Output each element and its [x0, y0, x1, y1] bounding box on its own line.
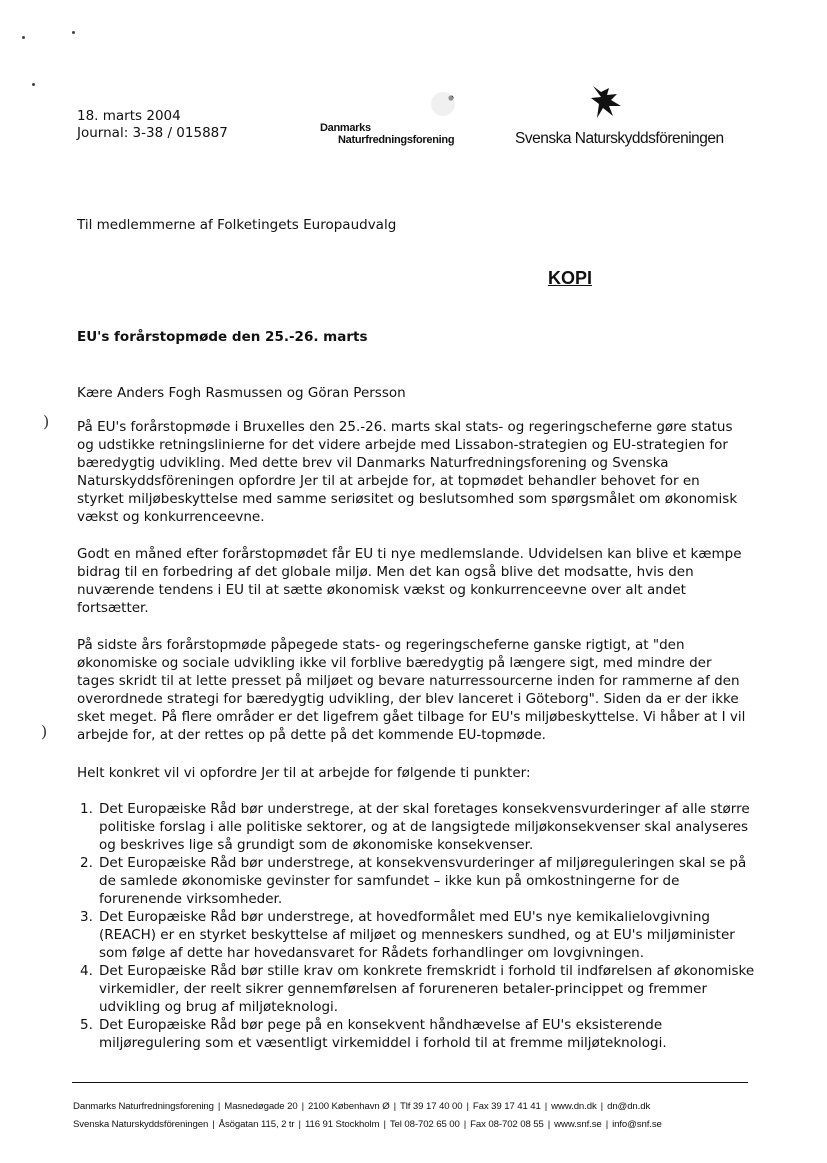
dn-bird-logo-icon	[423, 82, 463, 122]
footer-email: dn@dn.dk	[607, 1101, 651, 1112]
footer-address: Masnedøgade 20	[224, 1101, 298, 1112]
footer-address: Åsögatan 115, 2 tr	[218, 1119, 295, 1130]
footer-website: www.dn.dk	[551, 1101, 597, 1112]
body-paragraph-2: Godt en måned efter forårstopmødet får EU ti nye medlemslande. Udvidelsen kan blive et kæmpe bidrag til en forbedring af det globale miljø. Men det kan også blive det modsatte, hvis den nuværende tendens i EU til at sætte økonomisk vækst og konkurrenceevne over alt andet fortsætter.	[77, 546, 742, 616]
list-item-text: Det Europæiske Råd bør pege på en konsekvent håndhævelse af EU's eksisterende miljøregulering som et væsentligt virkemiddel i forhold til at fremme miljøteknologi.	[99, 1017, 667, 1051]
journal-number: Journal: 3-38 / 015887	[77, 125, 228, 141]
list-item-text: Det Europæiske Råd bør understrege, at der skal foretages konsekvensvurderinger af alle større politiske forslag i alle politiske sektorer, og at de langsigtede miljøkonsekvenser skal analyseres og beskrives lige så grundigt som de økonomiske konsekvenser.	[99, 801, 750, 853]
footer-row-dn: Danmarks Naturfredningsforening | Masnedøgade 20 | 2100 København Ø | Tlf 39 17 40 00 | Fax 39 17 41 41 | www.dn.dk | dn@dn.dk	[73, 1101, 651, 1112]
dn-logo-line2: Naturfredningsforening	[338, 134, 455, 146]
list-item	[77, 854, 757, 908]
list-item	[77, 908, 757, 962]
footer-divider	[72, 1082, 748, 1083]
list-item	[77, 800, 757, 854]
footer-city: 2100 København Ø	[307, 1101, 390, 1112]
list-item-number: 3.	[80, 909, 93, 925]
list-item	[77, 1016, 757, 1052]
footer-fax: Fax 39 17 41 41	[472, 1101, 541, 1112]
date-block	[77, 108, 228, 142]
body-paragraph-4: Helt konkret vil vi opfordre Jer til at arbejde for følgende ti punkter:	[77, 765, 531, 781]
list-item-number: 4.	[80, 963, 93, 979]
snf-logo	[515, 82, 735, 152]
margin-bracket-mark: )	[43, 412, 50, 431]
scan-speck	[72, 31, 75, 34]
letter-date: 18. marts 2004	[77, 108, 181, 124]
list-item	[77, 962, 757, 1016]
body-paragraph-3: På sidste års forårstopmøde påpegede stats- og regeringscheferne ganske rigtigt, at "den økonomiske og sociale udvikling ikke vil forblive bæredygtig på længere sigt, med mindre der tages skridt til at lette presset på miljøet og bevare naturressourcerne inden for rammerne af den overordnede strategi for bæredygtig udvikling, der blev lanceret i Göteborg". Siden da er der ikke sket meget. På flere områder er det ligefrem gået tilbage for EU's miljøbeskyttelse. Vi håber at I vil arbejde for, at der rettes op på dette på det kommende EU-topmøde.	[77, 637, 746, 743]
footer-phone: Tel 08-702 65 00	[389, 1119, 460, 1130]
footer-fax: Fax 08-702 08 55	[470, 1119, 544, 1130]
footer-city: 116 91 Stockholm	[304, 1119, 380, 1130]
list-item-text: Det Europæiske Råd bør understrege, at konsekvensvurderinger af miljøreguleringen skal se på de samlede økonomiske gevinster for samfundet – ikke kun på omkostningerne for de forurenende virksomheder.	[99, 855, 747, 907]
footer-phone: Tlf 39 17 40 00	[400, 1101, 463, 1112]
scan-speck	[22, 36, 25, 39]
list-item-text: Det Europæiske Råd bør understrege, at hovedformålet med EU's nye kemikalielovgivning (REACH) er en styrket beskyttelse af miljøet og menneskers sundhed, og at EU's miljøminister som følge af dette har hovedansvaret for Rådets forhandlinger om lovgivningen.	[99, 909, 735, 961]
footer-website: www.snf.se	[554, 1119, 602, 1130]
scan-speck	[32, 83, 35, 86]
footer-org: Svenska Naturskyddsföreningen	[73, 1119, 209, 1130]
list-item-number: 1.	[80, 801, 93, 817]
margin-bracket-mark: )	[41, 722, 48, 741]
snf-falcon-logo-icon	[587, 82, 627, 126]
demands-list	[77, 800, 757, 1052]
list-item-text: Det Europæiske Råd bør stille krav om konkrete fremskridt i forhold til indførelsen af økonomiske virkemidler, der reelt sikrer gennemførelsen af forureneren betaler-princippet og fremmer udvikling og brug af miljøteknologi.	[99, 963, 755, 1015]
footer-email: info@snf.se	[612, 1119, 662, 1130]
dn-logo	[318, 82, 478, 152]
copy-stamp: KOPI	[548, 268, 593, 288]
recipient-line: Til medlemmerne af Folketingets Europaudvalg	[77, 217, 397, 233]
footer-org: Danmarks Naturfredningsforening	[73, 1101, 214, 1112]
footer-row-snf: Svenska Naturskyddsföreningen | Åsögatan 115, 2 tr | 116 91 Stockholm | Tel 08-702 65 00 | Fax 08-702 08 55 | www.snf.se | info@snf.se	[73, 1119, 662, 1130]
dn-logo-line1: Danmarks	[320, 122, 371, 134]
snf-logo-name: Svenska Naturskyddsföreningen	[515, 130, 724, 147]
body-paragraph-1: På EU's forårstopmøde i Bruxelles den 25.-26. marts skal stats- og regeringscheferne gøre status og udstikke retningslinierne for det videre arbejde med Lissabon-strategien og EU-strategien for bæredygtig udvikling. Med dette brev vil Danmarks Naturfredningsforening og Svenska Naturskyddsföreningen opfordre Jer til at arbejde for, at topmødet behandler behovet for en styrket miljøbeskyttelse med samme seriøsitet og beslutsomhed som spørgsmålet om økonomisk vækst og konkurrenceevne.	[77, 419, 738, 525]
list-item-number: 5.	[80, 1017, 93, 1033]
list-item-number: 2.	[80, 855, 93, 871]
letter-subject: EU's forårstopmøde den 25.-26. marts	[77, 329, 368, 345]
salutation: Kære Anders Fogh Rasmussen og Göran Persson	[77, 385, 406, 401]
